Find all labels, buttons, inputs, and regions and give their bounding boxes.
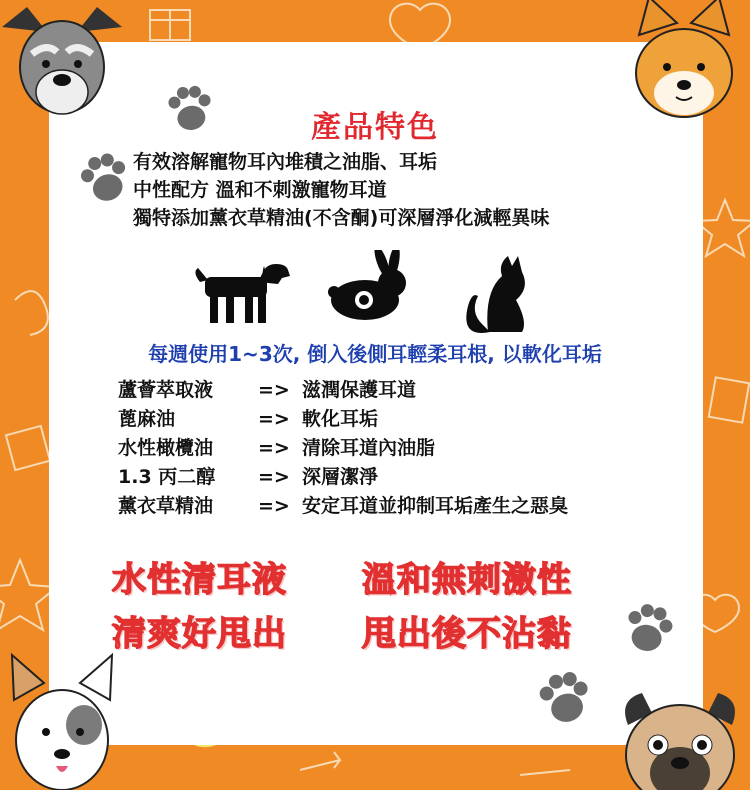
pug-dog-icon <box>625 693 735 790</box>
page-title: 產品特色 <box>311 110 439 145</box>
dog-icon <box>195 264 290 323</box>
usage-instructions: 每週使用1~3次, 倒入後側耳輕柔耳根, 以軟化耳垢 <box>148 342 602 366</box>
cat-icon <box>466 256 525 333</box>
ingredient-effect: 軟化耳垢 <box>302 408 379 430</box>
ingredient-list <box>118 376 568 521</box>
ingredient-arrow: => <box>258 379 290 401</box>
ingredient-effect: 滋潤保護耳道 <box>302 379 417 401</box>
shiba-dog-icon <box>636 0 732 117</box>
ingredient-effect: 安定耳道並抑制耳垢產生之惡臭 <box>302 495 569 517</box>
ingredient-arrow: => <box>258 466 290 488</box>
ingredient-row <box>118 492 568 521</box>
schnauzer-dog-icon <box>2 7 122 114</box>
feature-item: 中性配方 溫和不刺激寵物耳道 <box>133 179 387 201</box>
feature-item: 獨特添加薰衣草精油(不含酮)可深層淨化減輕異味 <box>133 207 550 229</box>
ingredient-arrow: => <box>258 495 290 517</box>
ingredient-row <box>118 434 568 463</box>
ingredient-effect: 深層潔淨 <box>302 466 379 488</box>
ingredient-name: 薰衣草精油 <box>118 495 214 517</box>
ingredient-name: 蓖麻油 <box>118 408 176 430</box>
ingredient-name: 1.3 丙二醇 <box>118 466 216 488</box>
ingredient-row <box>118 376 568 405</box>
slogan-text: 溫和無刺激性 <box>362 560 572 600</box>
feature-list <box>133 148 549 232</box>
ingredient-name: 蘆薈萃取液 <box>118 379 214 401</box>
ingredient-row <box>118 405 568 434</box>
slogan-text: 甩出後不沾黏 <box>362 614 572 654</box>
ingredient-arrow: => <box>258 408 290 430</box>
ingredient-row <box>118 463 568 492</box>
ingredient-name: 水性橄欖油 <box>118 437 214 459</box>
feature-item: 有效溶解寵物耳內堆積之油脂、耳垢 <box>133 151 438 173</box>
terrier-dog-icon <box>12 655 112 790</box>
slogan-text: 清爽好甩出 <box>112 614 287 654</box>
rabbit-icon <box>328 250 406 320</box>
animal-icons <box>0 250 750 340</box>
slogan-text: 水性清耳液 <box>112 560 287 600</box>
ingredient-arrow: => <box>258 437 290 459</box>
ingredient-effect: 清除耳道內油脂 <box>302 437 436 459</box>
